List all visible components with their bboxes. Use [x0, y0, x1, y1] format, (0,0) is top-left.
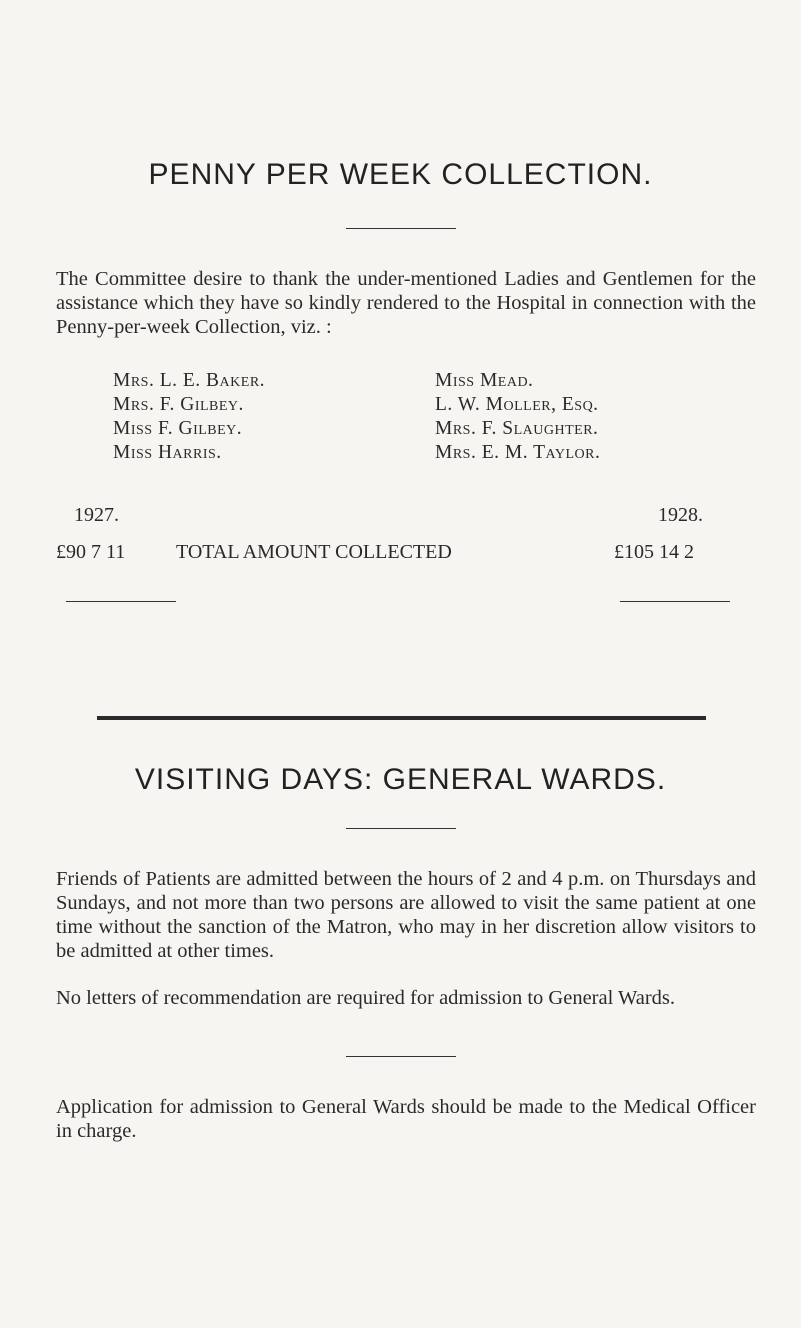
recommendation-paragraph: No letters of recommendation are required for admission to General Wards.	[56, 987, 676, 1009]
name-entry: Mrs. L. E. Baker.	[113, 370, 266, 391]
name-entry: Miss F. Gilbey.	[113, 418, 243, 439]
name-entry: Mrs. F. Slaughter.	[435, 418, 599, 439]
name-entry: L. W. Moller, Esq.	[435, 394, 599, 415]
divider	[346, 228, 456, 229]
visiting-hours-paragraph: Friends of Patients are admitted between the hours of 2 and 4 p.m. on Thursdays and Sundays, and not more than two persons are allowed to visit the same patient at one time without the sanction of the Matron, who may in her discretion allow visitors to be admitted at other times.	[56, 868, 756, 962]
names-column-right	[435, 369, 600, 465]
committee-thanks-paragraph: The Committee desire to thank the under-mentioned Ladies and Gentlemen for the assistance which they have so kindly rendered to the Hospital in connection with the Penny-per-week Collection, viz. :	[56, 268, 756, 338]
year-1927: 1927.	[74, 504, 119, 526]
divider	[346, 828, 456, 829]
section-separator	[97, 716, 706, 720]
name-entry: Mrs. F. Gilbey.	[113, 394, 244, 415]
total-label: TOTAL AMOUNT COLLECTED	[176, 541, 452, 563]
divider	[620, 601, 730, 602]
visiting-days-title: VISITING DAYS: GENERAL WARDS.	[134, 763, 667, 796]
penny-collection-title: PENNY PER WEEK COLLECTION.	[148, 158, 653, 191]
names-column-left	[113, 369, 265, 465]
admission-application-paragraph: Application for admission to General Wards should be made to the Medical Officer in charge.	[56, 1096, 756, 1142]
name-entry: Mrs. E. M. Taylor.	[435, 442, 601, 463]
year-1928: 1928.	[658, 504, 703, 526]
divider	[346, 1056, 456, 1057]
amount-1927: £90 7 11	[56, 541, 126, 563]
divider	[66, 601, 176, 602]
amount-1928: £105 14 2	[614, 541, 694, 563]
name-entry: Miss Harris.	[113, 442, 222, 463]
name-entry: Miss Mead.	[435, 370, 534, 391]
